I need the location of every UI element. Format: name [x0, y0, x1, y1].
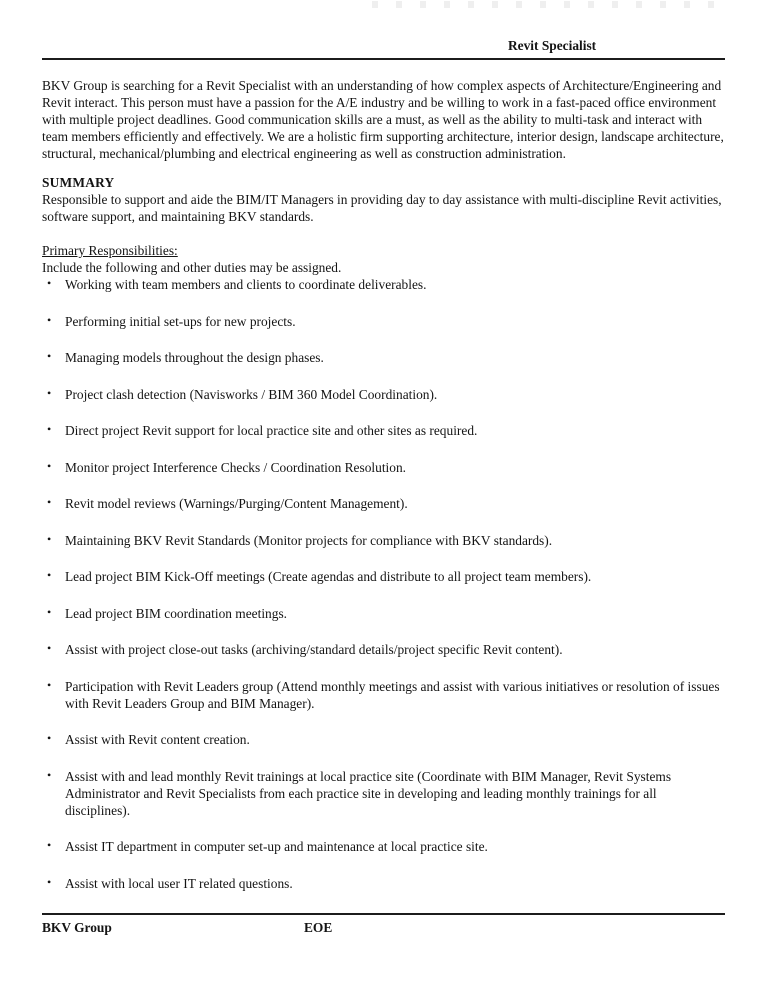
list-item [42, 459, 725, 476]
summary-paragraph: Responsible to support and aide the BIM/IT Managers in providing day to day assistance with multi-discipline Revit activities, software support, and maintaining BKV standards. [42, 192, 722, 224]
intro-paragraph: BKV Group is searching for a Revit Specialist with an understanding of how complex aspects of Architecture/Engineering and Revit interact. This person must have a passion for the A/E industry and be willing to work in a fast-paced office environment with multiple project deadlines. Good communication skills are a must, as well as the ability to multi-task and interact with team members efficiently and effectively. We are a holistic firm supporting architecture, interior design, landscape architecture, structural, mechanical/plumbing and electrical engineering as well as construction administration. [42, 78, 724, 161]
list-item-text: Maintaining BKV Revit Standards (Monitor projects for compliance with BKV standards). [65, 532, 553, 548]
responsibilities-lead-in: Include the following and other duties may be assigned. [42, 260, 342, 275]
list-item [42, 568, 725, 585]
responsibilities-list [42, 276, 725, 892]
list-item-text: Assist IT department in computer set-up and maintenance at local practice site. [65, 839, 488, 854]
document-footer [42, 913, 725, 937]
bullet-icon: • [47, 531, 52, 546]
list-item-text: Revit model reviews (Warnings/Purging/Content Management). [65, 496, 408, 511]
footer-row [42, 915, 725, 937]
document-header [42, 0, 725, 60]
bullet-icon: • [47, 677, 52, 692]
list-item-text: Monitor project Interference Checks / Coordination Resolution. [65, 459, 407, 475]
list-item-text: Assist with Revit content creation. [65, 732, 250, 747]
list-item-text: Assist with local user IT related questions. [65, 875, 293, 891]
bullet-icon: • [47, 458, 52, 473]
bullet-icon: • [47, 385, 52, 400]
list-item-text: Direct project Revit support for local practice site and other sites as required. [65, 423, 478, 438]
footer-company-name: BKV Group [42, 919, 112, 935]
bullet-icon: • [47, 495, 52, 509]
responsibilities-heading: Primary Responsibilities: [42, 243, 178, 258]
list-item-text: Working with team members and clients to coordinate deliverables. [65, 277, 427, 292]
footer-eoe-label: EOE [304, 919, 333, 935]
list-item-text: Assist with and lead monthly Revit trainings at local practice site (Coordinate with BIM Manager, Revit Systems Administrator and Revit Specialists from each practice site in developing and leading monthly trainings for all disciplines). [65, 768, 672, 818]
bullet-icon: • [47, 349, 52, 363]
summary-heading: SUMMARY [42, 175, 115, 190]
list-item-text: Managing models throughout the design phases. [65, 350, 324, 365]
list-item [42, 422, 725, 439]
list-item [42, 641, 725, 658]
bullet-icon: • [47, 276, 52, 290]
list-item [42, 386, 725, 403]
list-item [42, 276, 725, 293]
list-item-text: Lead project BIM coordination meetings. [65, 605, 287, 621]
list-item [42, 349, 725, 366]
bullet-icon: • [47, 874, 52, 889]
list-item [42, 838, 725, 855]
page-title: Revit Specialist [508, 38, 597, 53]
bullet-icon: • [47, 568, 52, 582]
bullet-icon: • [47, 731, 52, 745]
list-item [42, 605, 725, 622]
bullet-icon: • [47, 641, 52, 655]
list-item-text: Performing initial set-ups for new projects. [65, 313, 296, 329]
bullet-icon: • [47, 838, 52, 852]
list-item [42, 768, 725, 819]
list-item [42, 495, 725, 512]
list-item [42, 731, 725, 748]
list-item-text: Participation with Revit Leaders group (Attend monthly meetings and assist with various initiatives or resolution of issues with Revit Leaders Group and BIM Manager). [65, 678, 720, 711]
list-item [42, 875, 725, 892]
bullet-icon: • [47, 312, 52, 327]
list-item [42, 532, 725, 549]
bullet-icon: • [47, 767, 52, 782]
bullet-icon: • [47, 604, 52, 619]
list-item [42, 313, 725, 330]
list-item [42, 678, 725, 712]
list-item-text: Lead project BIM Kick-Off meetings (Create agendas and distribute to all project team members). [65, 569, 592, 584]
bullet-icon: • [47, 422, 52, 436]
list-item-text: Project clash detection (Navisworks / BIM 360 Model Coordination). [65, 386, 438, 402]
list-item-text: Assist with project close-out tasks (archiving/standard details/project specific Revit content). [65, 642, 563, 657]
